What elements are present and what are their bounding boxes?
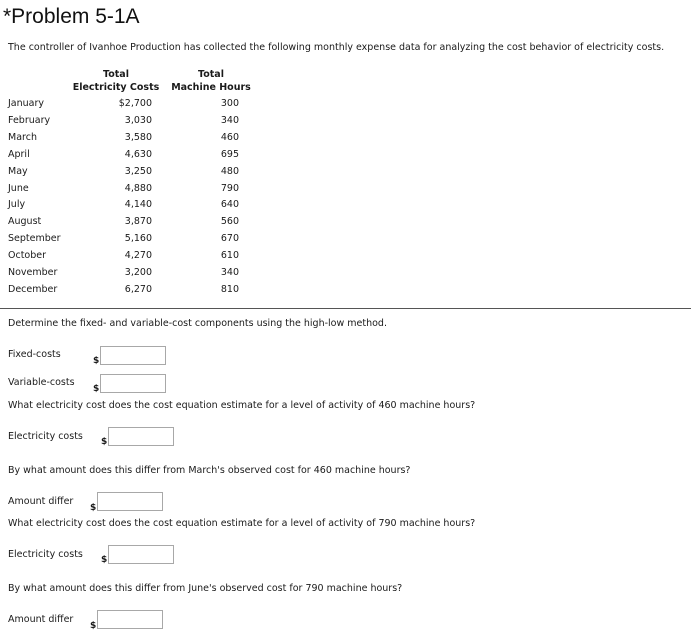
hours-header-line1: Total xyxy=(198,69,224,80)
question-estimate-790: What electricity cost does the cost equation estimate for a level of activity of 790 machine hours? xyxy=(8,518,476,529)
cost-cell: $2,700 xyxy=(118,98,152,109)
question-estimate-460: What electricity cost does the cost equation estimate for a level of activity of 460 machine hours? xyxy=(8,400,476,411)
hours-column-header xyxy=(164,68,258,94)
month-cell: April xyxy=(8,149,30,160)
electricity-costs-460-input[interactable] xyxy=(108,427,174,446)
cost-cell: 5,160 xyxy=(124,233,152,244)
cost-cell: 4,140 xyxy=(124,199,152,210)
hours-cell: 340 xyxy=(220,267,239,278)
problem-intro: The controller of Ivanhoe Production has collected the following monthly expense data for analyzing the cost behavior of electricity costs. xyxy=(8,42,665,53)
cost-cell: 3,870 xyxy=(124,216,152,227)
electricity-costs-460-currency: $ xyxy=(101,437,108,447)
hours-cell: 695 xyxy=(220,149,239,160)
hours-cell: 480 xyxy=(220,166,239,177)
electricity-costs-790-currency: $ xyxy=(101,555,108,565)
month-cell: July xyxy=(8,199,26,210)
page-title: *Problem 5-1A xyxy=(3,5,140,28)
hours-cell: 560 xyxy=(220,216,239,227)
divider xyxy=(0,308,691,309)
amount-differ-june-label: Amount differ xyxy=(8,614,74,625)
month-cell: March xyxy=(8,132,37,143)
month-cell: September xyxy=(8,233,61,244)
month-cell: October xyxy=(8,250,47,261)
month-cell: May xyxy=(8,166,28,177)
hours-cell: 670 xyxy=(220,233,239,244)
electricity-costs-460-label: Electricity costs xyxy=(8,431,83,442)
electricity-costs-790-label: Electricity costs xyxy=(8,549,83,560)
electricity-costs-790-input[interactable] xyxy=(108,545,174,564)
amount-differ-june-input[interactable] xyxy=(97,610,163,629)
month-cell: December xyxy=(8,284,58,295)
cost-cell: 3,580 xyxy=(124,132,152,143)
fixed-costs-input[interactable] xyxy=(100,346,166,365)
question-high-low: Determine the fixed- and variable-cost components using the high-low method. xyxy=(8,318,387,329)
fixed-costs-label: Fixed-costs xyxy=(8,349,61,360)
amount-differ-march-currency: $ xyxy=(90,503,97,513)
month-cell: January xyxy=(8,98,45,109)
cost-cell: 6,270 xyxy=(124,284,152,295)
question-difference-march: By what amount does this differ from March's observed cost for 460 machine hours? xyxy=(8,465,411,476)
hours-cell: 340 xyxy=(220,115,239,126)
hours-cell: 610 xyxy=(220,250,239,261)
cost-cell: 4,270 xyxy=(124,250,152,261)
hours-cell: 810 xyxy=(220,284,239,295)
hours-cell: 300 xyxy=(220,98,239,109)
month-cell: February xyxy=(8,115,51,126)
variable-costs-currency: $ xyxy=(93,384,100,394)
hours-cell: 790 xyxy=(220,183,239,194)
cost-column-header xyxy=(66,68,166,94)
cost-cell: 3,200 xyxy=(124,267,152,278)
cost-cell: 4,630 xyxy=(124,149,152,160)
amount-differ-june-currency: $ xyxy=(90,621,97,631)
variable-costs-input[interactable] xyxy=(100,374,166,393)
cost-header-line1: Total xyxy=(103,69,129,80)
hours-cell: 460 xyxy=(220,132,239,143)
question-difference-june: By what amount does this differ from June's observed cost for 790 machine hours? xyxy=(8,583,403,594)
hours-header-line2: Machine Hours xyxy=(171,82,251,93)
month-cell: June xyxy=(8,183,29,194)
variable-costs-label: Variable-costs xyxy=(8,377,75,388)
cost-cell: 4,880 xyxy=(124,183,152,194)
cost-header-line2: Electricity Costs xyxy=(72,82,160,93)
hours-cell: 640 xyxy=(220,199,239,210)
month-cell: November xyxy=(8,267,58,278)
fixed-costs-currency: $ xyxy=(93,356,100,366)
amount-differ-march-label: Amount differ xyxy=(8,496,74,507)
amount-differ-march-input[interactable] xyxy=(97,492,163,511)
cost-cell: 3,250 xyxy=(124,166,152,177)
cost-cell: 3,030 xyxy=(124,115,152,126)
month-cell: August xyxy=(8,216,42,227)
